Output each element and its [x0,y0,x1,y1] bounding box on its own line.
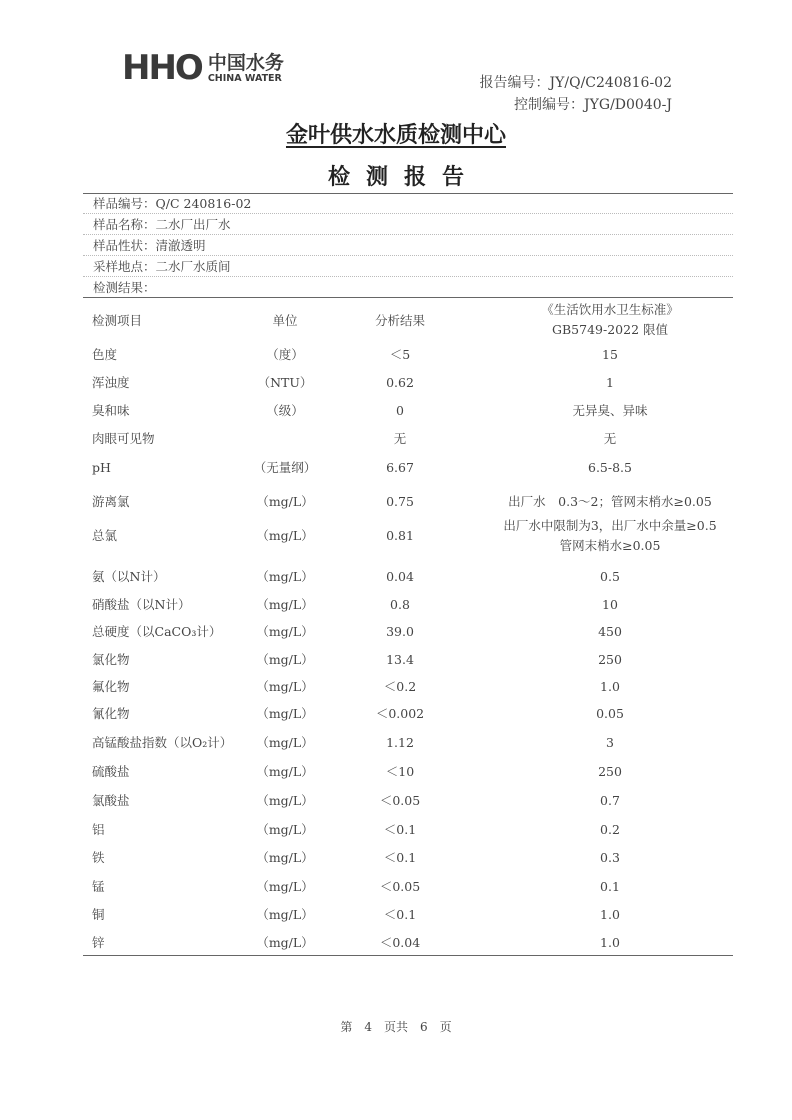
header-item: 检测项目 [92,313,143,328]
row-limit: 1.0 [600,907,620,922]
logo-chinese-name: 中国水务 [207,51,284,74]
row-result: ＜10 [385,764,415,779]
row-limit: 出厂水 0.3～2；管网末梢水≥0.05 [508,494,712,509]
organization-title [0,118,792,149]
row-item: 锌 [92,935,105,950]
row-result: 0.75 [386,494,414,509]
row-result: 13.4 [386,652,414,667]
report-number: 报告编号：JY/Q/C240816-02 [479,75,672,91]
report-title: 检测报告 [327,165,480,190]
row-limit: 出厂水中限制为3，出厂水中余量≥0.5 [503,518,717,533]
row-unit: （mg/L） [256,822,314,837]
bottom-rule [83,955,733,956]
row-result: ＜5 [389,347,411,362]
row-limit: 0.7 [600,793,620,808]
row-limit: 无异臭、异味 [572,403,648,418]
row-item: 锰 [92,879,105,894]
page-footer: 第 4 页共 6 页 [340,1020,452,1034]
row-limit: 450 [598,624,622,639]
row-limit: 0.5 [600,569,620,584]
row-item: pH [92,460,111,475]
row-limit: 250 [598,764,622,779]
row-result: 0.81 [386,528,414,543]
row-unit: （级） [266,403,304,418]
row-result: ＜0.1 [383,907,417,922]
row-unit: （度） [266,347,304,362]
row-item: 氰化物 [92,706,130,721]
row-limit: 10 [602,597,618,612]
row-unit: （mg/L） [256,528,314,543]
row-result: ＜0.05 [379,793,421,808]
info-sampling-location: 采样地点：二水厂水质间 [83,257,733,277]
row-item: 游离氯 [92,494,130,509]
row-item: 铜 [92,907,105,922]
row-item: 硫酸盐 [92,764,130,779]
row-result: 0.62 [386,375,414,390]
row-unit: （mg/L） [256,569,314,584]
header-limit-line2: GB5749-2022 限值 [552,322,668,337]
row-unit: （mg/L） [256,764,314,779]
row-item: 肉眼可见物 [92,431,155,446]
row-limit: 无 [603,431,617,446]
row-item: 色度 [92,347,118,362]
row-unit: （mg/L） [256,624,314,639]
organization-name: 金叶供水水质检测中心 [285,123,506,148]
row-unit: （mg/L） [256,494,314,509]
row-item: 铝 [92,822,105,837]
row-limit: 6.5-8.5 [588,460,632,475]
row-unit: （mg/L） [256,879,314,894]
row-unit: （mg/L） [256,652,314,667]
row-result: ＜0.04 [379,935,421,950]
row-result: 0.8 [390,597,410,612]
row-item: 浑浊度 [92,375,130,390]
row-unit: （mg/L） [256,793,314,808]
row-unit: （mg/L） [256,850,314,865]
row-result: 39.0 [386,624,414,639]
row-result: 6.67 [386,460,414,475]
header-unit: 单位 [272,313,298,328]
row-item: 硝酸盐（以N计） [92,597,191,612]
row-result: ＜0.1 [383,822,417,837]
control-number: 控制编号：JYG/D0040-J [514,97,672,113]
row-limit: 1.0 [600,679,620,694]
row-unit: （mg/L） [256,679,314,694]
row-unit: （mg/L） [256,706,314,721]
row-result: 无 [393,431,407,446]
row-item: 氯化物 [92,652,130,667]
info-sample-appearance: 样品性状：清澈透明 [83,236,733,256]
row-item: 铁 [92,850,105,865]
row-unit: （mg/L） [256,935,314,950]
row-unit: （mg/L） [256,907,314,922]
row-limit: 0.3 [600,850,620,865]
logo-mark: HHO [122,48,202,88]
row-limit: 0.2 [600,822,620,837]
row-limit: 250 [598,652,622,667]
header-limit-line1: 《生活饮用水卫生标准》 [541,302,679,317]
row-result: 1.12 [386,735,414,750]
company-logo [122,50,284,86]
row-result: ＜0.1 [383,850,417,865]
row-result: ＜0.05 [379,879,421,894]
row-result: ＜0.002 [375,706,425,721]
row-unit: （mg/L） [256,735,314,750]
row-limit: 1.0 [600,935,620,950]
row-limit-line2: 管网末梢水≥0.05 [559,538,661,553]
row-limit: 0.1 [600,879,620,894]
logo-english-name: CHINA WATER [207,72,282,84]
row-unit: （NTU） [257,375,313,390]
row-limit: 1 [606,375,614,390]
row-unit: （无量纲） [253,460,317,475]
row-unit: （mg/L） [256,597,314,612]
row-result: ＜0.2 [383,679,417,694]
header-result: 分析结果 [374,313,425,328]
row-item: 总硬度（以CaCO₃计） [92,624,222,639]
logo-text [208,53,284,84]
row-result: 0.04 [386,569,414,584]
row-limit: 3 [606,735,614,750]
row-item: 氯酸盐 [92,793,130,808]
row-item: 总氯 [92,528,118,543]
info-sample-id: 样品编号：Q/C 240816-02 [83,194,733,214]
row-item: 高锰酸盐指数（以O₂计） [92,735,233,750]
info-sample-name: 样品名称：二水厂出厂水 [83,215,733,235]
row-item: 氟化物 [92,679,130,694]
row-item: 臭和味 [92,403,130,418]
info-results-label: 检测结果： [83,278,733,298]
row-result: 0 [396,403,404,418]
row-item: 氨（以N计） [92,569,166,584]
row-limit: 15 [602,347,618,362]
row-limit: 0.05 [596,706,624,721]
sample-info [83,194,733,298]
